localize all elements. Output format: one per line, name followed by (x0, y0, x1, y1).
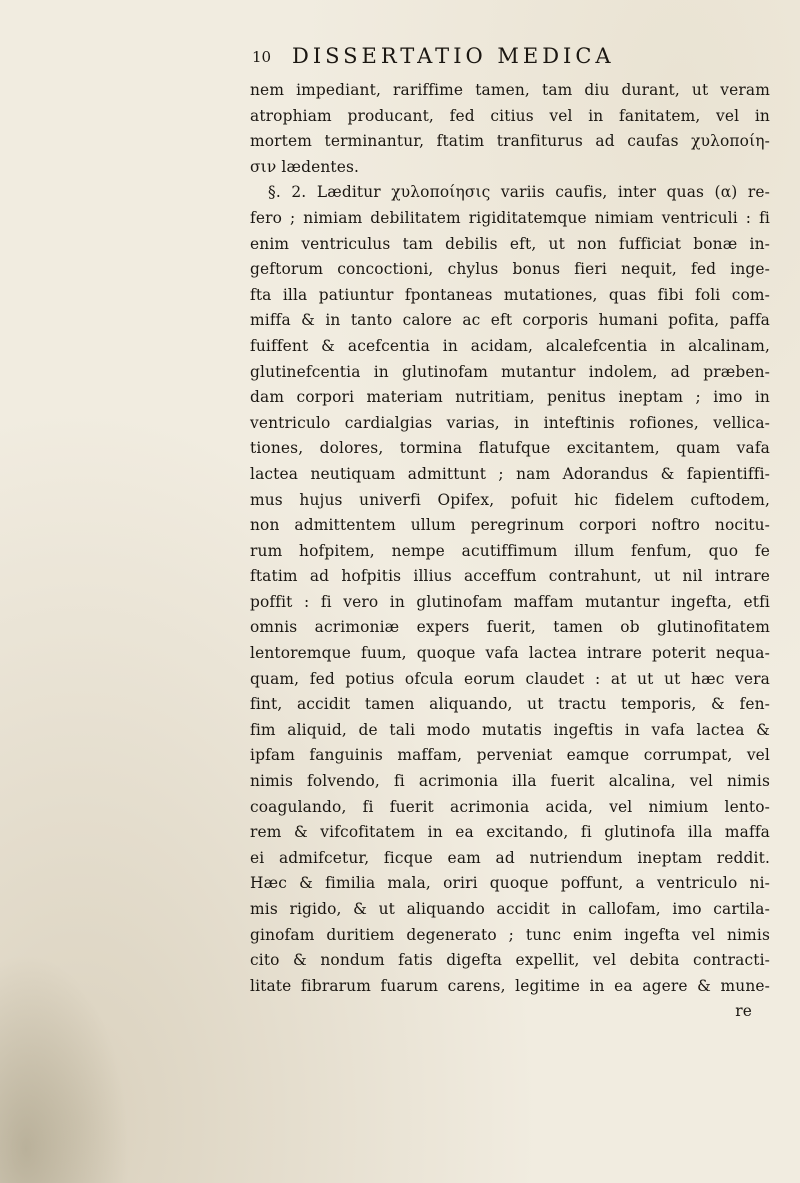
text-line: Hæc & fimilia mala, oriri quoque poffunt, a ventriculo ni- (250, 874, 770, 893)
text-line: nimis folvendo, fi acrimonia illa fuerit alcalina, vel nimis (250, 772, 770, 791)
text-line: mis rigido, & ut aliquando accidit in callofam, imo cartila- (250, 900, 770, 918)
text-line: miffa & in tanto calore ac eft corporis humani pofita, paffa (250, 311, 770, 330)
text-line: mus hujus univerfi Opifex, pofuit hic fidelem cuftodem, (250, 490, 770, 509)
text-line: geftorum concoctioni, chylus bonus fieri nequit, fed inge- (250, 260, 770, 279)
text-line: coagulando, fi fuerit acrimonia acida, vel nimium lento- (250, 797, 770, 816)
text-line: litate fibrarum fuarum carens, legitime in ea agere & mune- (250, 976, 770, 995)
catchword: re (735, 1002, 752, 1021)
text-line: omnis acrimoniæ expers fuerit, tamen ob glutinofitatem (250, 618, 770, 637)
text-line: nem impediant, rariffime tamen, tam diu durant, ut veram (250, 81, 770, 99)
text-line: fero ; nimiam debilitatem rigiditatemque nimiam ventriculi : fi (250, 208, 770, 227)
text-line: tiones, dolores, tormina flatufque excitantem, quam vafa (250, 439, 770, 458)
text-line: ei admifcetur, ficque eam ad nutriendum ineptam reddit. (250, 848, 770, 867)
page-number: 10 (252, 48, 272, 66)
text-line: ipfam fanguinis maffam, perveniat eamque corrumpat, vel (250, 746, 770, 765)
text-line: ftatim ad hofpitis illius acceffum contrahunt, ut nil intrare (250, 567, 770, 586)
text-line: atrophiam producant, fed citius vel in fanitatem, vel in (250, 106, 770, 125)
text-line: poffit : fi vero in glutinofam maffam mutantur ingefta, etfi (250, 592, 770, 611)
text-line: dam corpori materiam nutritiam, penitus ineptam ; imo in (250, 388, 770, 407)
text-line: fim aliquid, de tali modo mutatis ingeftis in vafa lactea & (250, 720, 770, 739)
text-line: lentoremque fuum, quoque vafa lactea intrare poterit nequa- (250, 644, 770, 663)
text-line: cito & nondum fatis digefta expellit, vel debita contracti- (250, 951, 770, 970)
text-line: fuiffent & acefcentia in acidam, alcalefcentia in alcalinam, (250, 336, 770, 355)
running-title: DISSERTATIO MEDICA (292, 44, 615, 68)
text-line: rum hofpitem, nempe acutiffimum illum fenfum, quo fe (250, 541, 770, 560)
body-text (250, 78, 770, 1025)
text-line: non admittentem ullum peregrinum corpori noftro nocitu- (250, 516, 770, 535)
text-line: rem & vifcofitatem in ea excitando, fi glutinofa illa maffa (250, 823, 770, 842)
paper-stain (0, 953, 130, 1183)
text-line: fta illa patiuntur fpontaneas mutationes, quas fibi foli com- (250, 285, 770, 304)
text-line: mortem terminantur, ftatim tranfiturus ad caufas χυλοποίη- (250, 132, 770, 151)
text-line: ginofam duritiem degenerato ; tunc enim ingefta vel nimis (250, 925, 770, 944)
text-line: fint, accidit tamen aliquando, ut tractu temporis, & fen- (250, 695, 770, 714)
text-line: quam, fed potius ofcula eorum claudet : at ut ut hæc vera (250, 669, 770, 688)
text-line: lactea neutiquam admittunt ; nam Adorandus & fapientiffi- (250, 464, 770, 483)
text-line: enim ventriculus tam debilis eft, ut non fufficiat bonæ in- (250, 234, 770, 253)
text-line: σιν lædentes. (250, 157, 360, 176)
text-line: ventriculo cardialgias varias, in inteftinis rofiones, vellica- (250, 413, 770, 432)
text-line: glutinefcentia in glutinofam mutantur indolem, ad præben- (250, 362, 770, 381)
text-line: §. 2. Læditur χυλοποίησις variis caufis, inter quas (α) re- (268, 183, 770, 202)
